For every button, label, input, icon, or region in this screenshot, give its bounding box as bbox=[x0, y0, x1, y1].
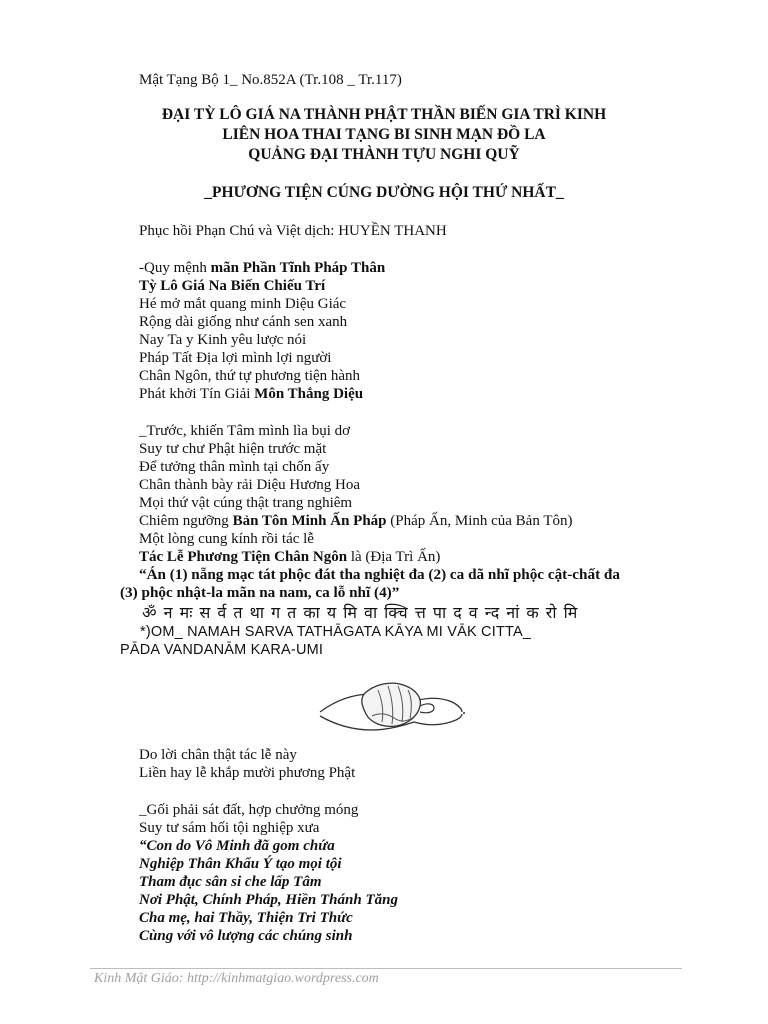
verse2-line-2: Suy tư chư Phật hiện trước mặt bbox=[139, 441, 327, 457]
mantra-line-2: (3) phộc nhật-la mãn na nam, ca lỗ nhĩ (4)” bbox=[120, 584, 400, 601]
verse1-line-4: Rộng dài giống như cánh sen xanh bbox=[139, 314, 348, 330]
verse4-line-7: Cha mẹ, hai Thầy, Thiện Tri Thức bbox=[139, 910, 353, 926]
verse2-line-8-a: Tác Lễ Phương Tiện Chân Ngôn bbox=[139, 549, 348, 565]
verse2-line-6 bbox=[139, 512, 572, 530]
verse4-line-5: Tham đục sân si che lấp Tâm bbox=[139, 874, 322, 890]
verse2-line-6-b: Bản Tôn Minh Ấn Pháp bbox=[232, 513, 387, 529]
verse2-line-4: Chân thành bày rải Diệu Hương Hoa bbox=[139, 477, 361, 493]
siddham-mantra-script: ॐ न मः स र्व त था ग त का य मि वा क्चि त्त पा द व न्द नां क रो मि bbox=[142, 603, 579, 622]
footer-divider bbox=[90, 968, 682, 969]
verse1-line-1-a: -Quy mệnh bbox=[139, 260, 211, 276]
verse4-line-8: Cùng với vô lượng các chúng sinh bbox=[139, 928, 353, 944]
verse4-line-6: Nơi Phật, Chính Pháp, Hiền Thánh Tăng bbox=[139, 892, 398, 908]
verse2-line-8 bbox=[139, 548, 440, 566]
verse1-line-7: Chân Ngôn, thứ tự phương tiện hành bbox=[139, 368, 361, 384]
transliteration-line-1: *)OM_ NAMAH SARVA TATHĀGATA KĀYA MI VĀK CITTA_ bbox=[140, 624, 532, 640]
verse2-line-6-c: (Pháp Ấn, Minh của Bản Tôn) bbox=[386, 513, 573, 529]
verse4-line-2: Suy tư sám hối tội nghiệp xưa bbox=[139, 820, 320, 836]
verse3-line-2: Liền hay lễ khắp mười phương Phật bbox=[139, 765, 356, 781]
verse4-line-3: “Con do Vô Minh đã gom chứa bbox=[139, 838, 335, 854]
verse3-line-1: Do lời chân thật tác lễ này bbox=[139, 747, 297, 763]
verse2-line-6-a: Chiêm ngưỡng bbox=[139, 513, 233, 529]
verse4-line-4: Nghiệp Thân Khẩu Ý tạo mọi tội bbox=[139, 856, 342, 872]
section-title: _PHƯƠNG TIỆN CÚNG DƯỜNG HỘI THỨ NHẤT_ bbox=[204, 184, 564, 201]
verse2-line-8-b: là (Địa Trì Ấn) bbox=[347, 549, 441, 565]
verse1-line-1-b: mãn Phần Tĩnh Pháp Thân bbox=[210, 260, 386, 276]
verse1-line-8 bbox=[139, 385, 363, 403]
title-line-3: QUẢNG ĐẠI THÀNH TỰU NGHI QUỸ bbox=[248, 146, 520, 163]
translator-credit: Phục hồi Phạn Chú và Việt dịch: HUYỀN THANH bbox=[139, 223, 447, 239]
verse2-line-5: Mọi thứ vật cúng thật trang nghiêm bbox=[139, 495, 353, 511]
header-citation: Mật Tạng Bộ 1_ No.852A (Tr.108 _ Tr.117) bbox=[139, 72, 402, 88]
footer-link-text[interactable]: Kinh Mật Giáo: http://kinhmatgiao.wordpress.com bbox=[94, 971, 379, 986]
verse1-line-3: Hé mở mắt quang minh Diệu Giác bbox=[139, 296, 347, 312]
transliteration-line-2: PĀDA VANDANĀM KARA-UMI bbox=[120, 642, 324, 658]
mantra-line-1: “Án (1) nẵng mạc tát phộc đát tha nghiệt đa (2) ca dã nhĩ phộc cật-chất đa bbox=[139, 566, 620, 583]
mudra-hand-illustration bbox=[316, 672, 466, 744]
verse1-line-1 bbox=[139, 259, 385, 277]
title-line-2: LIÊN HOA THAI TẠNG BI SINH MẠN ĐỒ LA bbox=[222, 126, 546, 143]
verse4-line-1: _Gối phải sát đất, hợp chưởng móng bbox=[139, 802, 359, 818]
verse2-line-7: Một lòng cung kính rồi tác lễ bbox=[139, 531, 314, 547]
verse2-line-1: _Trước, khiến Tâm mình lìa bụi dơ bbox=[139, 423, 351, 439]
verse1-line-8-b: Môn Thắng Diệu bbox=[254, 386, 364, 402]
verse1-line-2: Tỳ Lô Giá Na Biến Chiếu Trí bbox=[139, 278, 326, 294]
verse1-line-6: Pháp Tất Địa lợi mình lợi người bbox=[139, 350, 332, 366]
title-line-1: ĐẠI TỲ LÔ GIÁ NA THÀNH PHẬT THẦN BIẾN GIA TRÌ KINH bbox=[161, 106, 607, 123]
verse1-line-8-a: Phát khởi Tín Giải bbox=[139, 386, 255, 402]
verse1-line-5: Nay Ta y Kinh yêu lược nói bbox=[139, 332, 307, 348]
verse2-line-3: Để tưởng thân mình tại chốn ấy bbox=[139, 459, 330, 475]
